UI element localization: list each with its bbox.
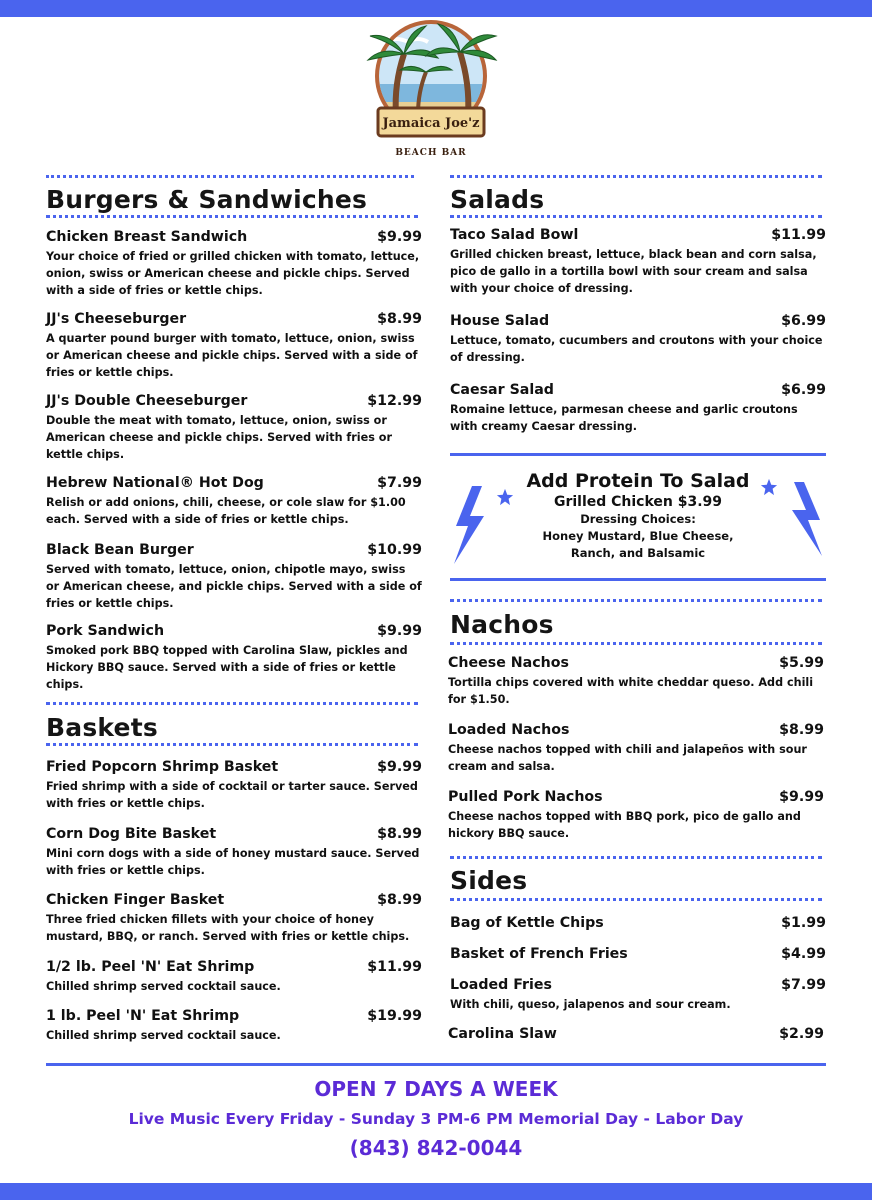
menu-item	[450, 313, 826, 366]
item-name: 1 lb. Peel 'N' Eat Shrimp	[46, 1008, 240, 1024]
item-description: A quarter pound burger with tomato, lettuce, onion, swiss or American cheese and pickle chips. Served with a side of fries or kettle chips.	[46, 332, 418, 379]
menu-item	[450, 915, 826, 931]
item-price: $9.99	[377, 229, 422, 245]
protein-option: Grilled Chicken $3.99	[553, 494, 723, 510]
item-name: Bag of Kettle Chips	[450, 915, 604, 931]
item-price: $9.99	[377, 759, 422, 775]
item-description: Served with tomato, lettuce, onion, chipotle mayo, swiss or American cheese, and pickle chips. Served with a side of fries or kettle chips.	[46, 563, 422, 610]
menu-item	[448, 789, 824, 842]
divider-solid	[46, 1063, 826, 1066]
item-price: $8.99	[377, 892, 422, 908]
menu-item	[450, 977, 826, 1013]
item-description: Cheese nachos topped with chili and jalapeños with sour cream and salsa.	[448, 743, 807, 773]
menu-item	[450, 227, 826, 297]
menu-item	[448, 1026, 824, 1042]
section-title-nachos: Nachos	[450, 610, 554, 639]
item-name: Corn Dog Bite Basket	[46, 826, 217, 842]
item-name: Taco Salad Bowl	[450, 227, 579, 243]
menu-item	[46, 892, 422, 945]
section-title-burgers: Burgers & Sandwiches	[46, 185, 368, 214]
item-description: With chili, queso, jalapenos and sour cream.	[450, 998, 731, 1011]
menu-item	[448, 655, 824, 708]
item-price: $9.99	[377, 623, 422, 639]
menu-item	[46, 759, 422, 812]
item-description: Fried shrimp with a side of cocktail or tarter sauce. Served with fries or kettle chips.	[46, 780, 418, 810]
logo-name: Jamaica Joe'z	[382, 116, 480, 131]
item-price: $12.99	[367, 393, 422, 409]
item-price: $11.99	[771, 227, 826, 243]
section-title-salads: Salads	[450, 185, 545, 214]
section-title-sides: Sides	[450, 866, 528, 895]
divider-dotted	[450, 856, 822, 859]
divider-dotted	[46, 175, 414, 178]
item-name: Chicken Finger Basket	[46, 892, 225, 908]
menu-item	[450, 946, 826, 962]
divider-dotted	[450, 642, 822, 645]
item-price: $6.99	[781, 382, 826, 398]
divider-solid	[450, 453, 826, 456]
add-protein-box	[450, 470, 826, 562]
item-price: $8.99	[377, 311, 422, 327]
item-price: $7.99	[377, 475, 422, 491]
item-name: Loaded Nachos	[448, 722, 570, 738]
menu-item	[450, 382, 826, 435]
menu-item	[448, 722, 824, 775]
divider-dotted	[450, 175, 822, 178]
item-description: Smoked pork BBQ topped with Carolina Slaw, pickles and Hickory BBQ sauce. Served with a side of fries or kettle chips.	[46, 644, 408, 691]
phone-number: (843) 842-0044	[349, 1136, 523, 1160]
item-description: Chilled shrimp served cocktail sauce.	[46, 1029, 281, 1042]
item-price: $11.99	[367, 959, 422, 975]
menu-item	[46, 475, 422, 528]
menu-item	[46, 229, 422, 299]
divider-dotted	[450, 898, 822, 901]
item-name: Cheese Nachos	[448, 655, 569, 671]
item-description: Grilled chicken breast, lettuce, black bean and corn salsa, pico de gallo in a tortilla bowl with sour cream and salsa with your choice of dressing.	[450, 248, 817, 295]
jamaica-joez-logo	[356, 14, 506, 164]
menu-item	[46, 542, 422, 612]
divider-dotted	[46, 215, 418, 218]
item-name: Chicken Breast Sandwich	[46, 229, 248, 245]
bottom-banner-bar	[0, 1183, 872, 1200]
item-description: Tortilla chips covered with white cheddar queso. Add chili for $1.50.	[448, 676, 814, 706]
item-price: $6.99	[781, 313, 826, 329]
menu-item	[46, 623, 422, 693]
open-hours-heading: OPEN 7 DAYS A WEEK	[314, 1077, 558, 1101]
item-description: Cheese nachos topped with BBQ pork, pico de gallo and hickory BBQ sauce.	[448, 810, 801, 840]
item-name: 1/2 lb. Peel 'N' Eat Shrimp	[46, 959, 255, 975]
item-name: Carolina Slaw	[448, 1026, 557, 1042]
live-music-info: Live Music Every Friday - Sunday 3 PM-6 PM Memorial Day - Labor Day	[128, 1110, 744, 1128]
item-name: JJ's Cheeseburger	[46, 311, 187, 327]
menu-item	[46, 959, 422, 995]
item-price: $7.99	[781, 977, 826, 993]
divider-dotted	[450, 215, 822, 218]
section-title-baskets: Baskets	[46, 713, 158, 742]
divider-solid	[450, 578, 826, 581]
item-price: $2.99	[779, 1026, 824, 1042]
item-price: $9.99	[779, 789, 824, 805]
protein-title: Add Protein To Salad	[526, 470, 750, 492]
divider-dotted	[46, 743, 418, 746]
item-price: $8.99	[377, 826, 422, 842]
item-price: $4.99	[781, 946, 826, 962]
item-description: Lettuce, tomato, cucumbers and croutons with your choice of dressing.	[450, 334, 823, 364]
item-name: JJ's Double Cheeseburger	[46, 393, 248, 409]
dressing-choices: Honey Mustard, Blue Cheese,	[542, 529, 734, 543]
item-description: Relish or add onions, chili, cheese, or cole slaw for $1.00 each. Served with a side of fries or kettle chips.	[46, 496, 406, 526]
item-name: Pulled Pork Nachos	[448, 789, 603, 805]
item-description: Romaine lettuce, parmesan cheese and garlic croutons with creamy Caesar dressing.	[450, 403, 798, 433]
item-price: $10.99	[367, 542, 422, 558]
item-name: Basket of French Fries	[450, 946, 628, 962]
menu-item	[46, 311, 422, 381]
item-description: Double the meat with tomato, lettuce, onion, swiss or American cheese and pickle chips. Served with fries or kettle chips.	[46, 414, 392, 461]
item-price: $5.99	[779, 655, 824, 671]
item-name: Fried Popcorn Shrimp Basket	[46, 759, 279, 775]
item-name: Hebrew National® Hot Dog	[46, 475, 264, 491]
menu-item	[46, 393, 422, 463]
item-name: Pork Sandwich	[46, 623, 165, 639]
dressing-label: Dressing Choices:	[580, 512, 696, 526]
item-description: Mini corn dogs with a side of honey mustard sauce. Served with fries or kettle chips.	[46, 847, 420, 877]
item-description: Your choice of fried or grilled chicken with tomato, lettuce, onion, swiss or American cheese and pickle chips. Served with a side of fries or kettle chips.	[46, 250, 420, 297]
item-description: Chilled shrimp served cocktail sauce.	[46, 980, 281, 993]
item-name: Loaded Fries	[450, 977, 552, 993]
dressing-choices: Ranch, and Balsamic	[570, 546, 706, 560]
item-price: $19.99	[367, 1008, 422, 1024]
item-name: Caesar Salad	[450, 382, 554, 398]
item-name: House Salad	[450, 313, 550, 329]
menu-item	[46, 826, 422, 879]
item-price: $1.99	[781, 915, 826, 931]
item-price: $8.99	[779, 722, 824, 738]
divider-dotted	[450, 599, 822, 602]
item-name: Black Bean Burger	[46, 542, 194, 558]
logo-tagline: BEACH BAR	[395, 148, 467, 158]
menu-item	[46, 1008, 422, 1044]
divider-dotted	[46, 702, 418, 705]
item-description: Three fried chicken fillets with your choice of honey mustard, BBQ, or ranch. Served with fries or kettle chips.	[46, 913, 410, 943]
